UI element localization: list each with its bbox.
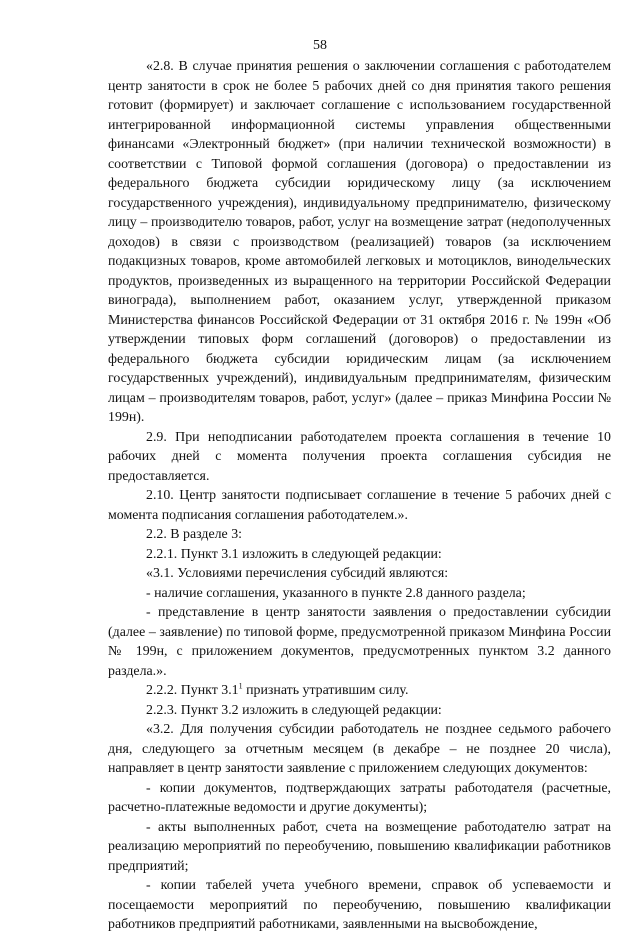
list-item-timesheets: - копии табелей учета учебного времени, справок об успеваемости и посещаемости мероприятий по переобучению, повышению квалификации работников предприятий работниками, заявленными на высвобождение,	[108, 878, 611, 932]
paragraph-3-2: «3.2. Для получения субсидии работодатель не позднее седьмого рабочего дня, следующего за отчетным месяцем (в декабре – не позднее 20 числа), направляет в центр занятости заявление с приложением следующих документов:	[108, 722, 611, 776]
list-item-agreement: - наличие соглашения, указанного в пункте 2.8 данного раздела;	[146, 585, 526, 601]
paragraph-2-2-2-prefix: 2.2.2. Пункт 3.1	[146, 683, 239, 698]
list-item-work-acts: - акты выполненных работ, счета на возмещение работодателю затрат на реализацию мероприятий по переобучению, повышению квалификации работников предприятий;	[108, 819, 611, 874]
superscript-marker: 1	[238, 681, 243, 691]
paragraph-2-2-3: 2.2.3. Пункт 3.2 изложить в следующей редакции:	[146, 702, 442, 718]
paragraph-2-2-2	[108, 681, 611, 701]
paragraph-2-9: 2.9. При неподписании работодателем проекта соглашения в течение 10 рабочих дней с момента получения проекта соглашения субсидия не предоставляется.	[108, 429, 611, 484]
list-item-application: - представление в центр занятости заявления о предоставлении субсидии (далее – заявление) по типовой форме, предусмотренной приказом Минфина России № 199н, с приложением документов, предусмотренных пунктом 3.2 данного раздела.».	[108, 605, 611, 679]
document-body	[108, 57, 611, 935]
paragraph-2-2-1: 2.2.1. Пункт 3.1 изложить в следующей редакции:	[146, 546, 442, 562]
list-item-cost-documents: - копии документов, подтверждающих затраты работодателя (расчетные, расчетно-платежные ведомости и другие документы);	[108, 780, 611, 815]
paragraph-2-8: «2.8. В случае принятия решения о заключении соглашения с работодателем центр занятости в срок не более 5 рабочих дней со дня принятия такого решения готовит (формирует) и заключает соглашение с использованием государственной интегрированной информационной системы управления общественными финансами «Электронный бюджет» (при наличии технической возможности) в соответствии с Типовой формой соглашения (договора) о предоставлении из федерального бюджета субсидии юридическому лицу (за исключением государственного учреждения), индивидуальному предпринимателю, физическому лицу – производителю товаров, работ, услуг на возмещение затрат (недополученных доходов) в связи с производством (реализацией) товаров (за исключением подакцизных товаров, кроме автомобилей легковых и мотоциклов, винодельческих продуктов, произведенных из выращенного на территории Российской Федерации винограда), выполнением работ, оказанием услуг, утвержденной приказом Министерства финансов Российской Федерации от 31 октября 2016 г. № 199н «Об утверждении типовых форм соглашений (договоров) о предоставлении из федерального бюджета субсидии юридическим лицам (за исключением государственных учреждений), индивидуальным предпринимателям, физическим лицам – производителям товаров, работ, услуг» (далее – приказ Минфина России № 199н).	[108, 59, 611, 425]
paragraph-3-1: «3.1. Условиями перечисления субсидий являются:	[146, 566, 449, 581]
page-number: 58	[313, 38, 327, 53]
paragraph-2-2-2-suffix: признать утратившим силу.	[242, 683, 409, 698]
paragraph-2-10: 2.10. Центр занятости подписывает соглашение в течение 5 рабочих дней с момента подписания соглашения работодателем.».	[108, 488, 611, 523]
paragraph-section-3: 2.2. В разделе 3:	[146, 527, 242, 542]
